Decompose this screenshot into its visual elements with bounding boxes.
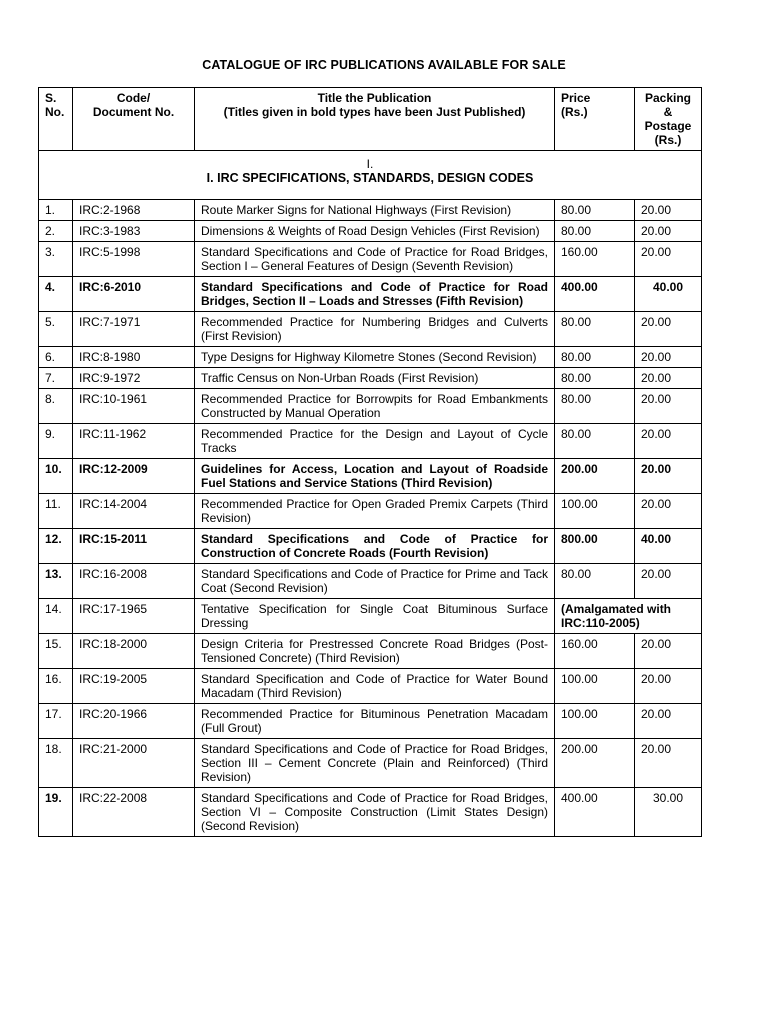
row-number: 2. (39, 221, 73, 242)
row-postage: 20.00 (635, 389, 702, 424)
row-price: 80.00 (555, 221, 635, 242)
row-title: Guidelines for Access, Location and Layout of Roadside Fuel Stations and Service Stations (Third Revision) (195, 459, 555, 494)
header-code: Code/ Document No. (73, 88, 195, 151)
row-number: 19. (39, 788, 73, 837)
row-price: 80.00 (555, 200, 635, 221)
row-price: 800.00 (555, 529, 635, 564)
row-number: 9. (39, 424, 73, 459)
row-number: 15. (39, 634, 73, 669)
row-number: 13. (39, 564, 73, 599)
table-row (39, 459, 702, 494)
row-number: 14. (39, 599, 73, 634)
header-title: Title the Publication (Titles given in bold types have been Just Published) (195, 88, 555, 151)
row-price: 80.00 (555, 424, 635, 459)
header-price: Price (Rs.) (555, 88, 635, 151)
row-title: Dimensions & Weights of Road Design Vehicles (First Revision) (195, 221, 555, 242)
row-postage: 20.00 (635, 564, 702, 599)
table-row (39, 634, 702, 669)
row-price: 160.00 (555, 242, 635, 277)
row-price: 100.00 (555, 494, 635, 529)
row-number: 4. (39, 277, 73, 312)
page-title: CATALOGUE OF IRC PUBLICATIONS AVAILABLE FOR SALE (202, 58, 566, 72)
row-postage: 20.00 (635, 242, 702, 277)
row-title: Route Marker Signs for National Highways (First Revision) (195, 200, 555, 221)
row-code: IRC:18-2000 (73, 634, 195, 669)
table-row (39, 564, 702, 599)
row-postage: 20.00 (635, 704, 702, 739)
row-number: 8. (39, 389, 73, 424)
row-price: 400.00 (555, 788, 635, 837)
row-price: 200.00 (555, 459, 635, 494)
table-row (39, 494, 702, 529)
table-row (39, 424, 702, 459)
header-row (39, 88, 702, 151)
row-price: 80.00 (555, 389, 635, 424)
row-code: IRC:7-1971 (73, 312, 195, 347)
row-price: 160.00 (555, 634, 635, 669)
row-title: Type Designs for Highway Kilometre Stones (Second Revision) (195, 347, 555, 368)
row-title: Recommended Practice for Numbering Bridges and Culverts (First Revision) (195, 312, 555, 347)
row-postage: 40.00 (635, 277, 702, 312)
section-roman: I. (366, 157, 374, 171)
row-postage: 20.00 (635, 459, 702, 494)
row-price: 200.00 (555, 739, 635, 788)
section-heading (39, 151, 702, 200)
table-row (39, 669, 702, 704)
row-title: Recommended Practice for Open Graded Premix Carpets (Third Revision) (195, 494, 555, 529)
row-number: 10. (39, 459, 73, 494)
row-postage: 30.00 (635, 788, 702, 837)
row-code: IRC:19-2005 (73, 669, 195, 704)
row-number: 12. (39, 529, 73, 564)
row-postage: 20.00 (635, 494, 702, 529)
row-number: 5. (39, 312, 73, 347)
row-code: IRC:16-2008 (73, 564, 195, 599)
table-row (39, 347, 702, 368)
publications-table (38, 87, 702, 837)
row-code: IRC:15-2011 (73, 529, 195, 564)
row-number: 18. (39, 739, 73, 788)
table-row (39, 739, 702, 788)
table-row (39, 200, 702, 221)
row-code: IRC:3-1983 (73, 221, 195, 242)
row-title: Recommended Practice for Borrowpits for Road Embankments Constructed by Manual Operation (195, 389, 555, 424)
row-postage: 20.00 (635, 347, 702, 368)
section-title: I. IRC SPECIFICATIONS, STANDARDS, DESIGN CODES (206, 171, 534, 185)
table-row (39, 242, 702, 277)
row-price: 100.00 (555, 669, 635, 704)
row-number: 17. (39, 704, 73, 739)
row-number: 6. (39, 347, 73, 368)
row-number: 16. (39, 669, 73, 704)
row-number: 1. (39, 200, 73, 221)
row-code: IRC:5-1998 (73, 242, 195, 277)
row-title: Standard Specifications and Code of Practice for Road Bridges, Section III – Cement Concrete (Plain and Reinforced) (Third Revision) (195, 739, 555, 788)
row-code: IRC:6-2010 (73, 277, 195, 312)
row-code: IRC:17-1965 (73, 599, 195, 634)
row-title: Tentative Specification for Single Coat Bituminous Surface Dressing (195, 599, 555, 634)
row-code: IRC:21-2000 (73, 739, 195, 788)
row-title: Standard Specifications and Code of Practice for Construction of Concrete Roads (Fourth Revision) (195, 529, 555, 564)
row-price: 80.00 (555, 312, 635, 347)
row-price: 80.00 (555, 347, 635, 368)
row-postage: 20.00 (635, 312, 702, 347)
row-title: Recommended Practice for Bituminous Penetration Macadam (Full Grout) (195, 704, 555, 739)
row-title: Design Criteria for Prestressed Concrete Road Bridges (Post-Tensioned Concrete) (Third Revision) (195, 634, 555, 669)
row-postage: 20.00 (635, 200, 702, 221)
row-code: IRC:11-1962 (73, 424, 195, 459)
row-postage: 20.00 (635, 221, 702, 242)
table-row (39, 368, 702, 389)
row-price: 80.00 (555, 368, 635, 389)
row-title: Standard Specifications and Code of Practice for Prime and Tack Coat (Second Revision) (195, 564, 555, 599)
row-number: 3. (39, 242, 73, 277)
row-code: IRC:12-2009 (73, 459, 195, 494)
row-code: IRC:22-2008 (73, 788, 195, 837)
table-row (39, 529, 702, 564)
section-row (39, 151, 702, 200)
row-code: IRC:8-1980 (73, 347, 195, 368)
table-row (39, 221, 702, 242)
row-number: 11. (39, 494, 73, 529)
header-postage: Packing & Postage (Rs.) (635, 88, 702, 151)
table-row (39, 599, 702, 634)
row-postage: 20.00 (635, 368, 702, 389)
row-code: IRC:14-2004 (73, 494, 195, 529)
row-amalgamated-note: (Amalgamated with IRC:110-2005) (555, 599, 702, 634)
row-postage: 20.00 (635, 669, 702, 704)
row-price: 400.00 (555, 277, 635, 312)
row-postage: 20.00 (635, 634, 702, 669)
row-postage: 40.00 (635, 529, 702, 564)
table-row (39, 277, 702, 312)
row-price: 100.00 (555, 704, 635, 739)
header-sno: S. No. (39, 88, 73, 151)
row-title: Standard Specifications and Code of Practice for Road Bridges, Section VI – Composite Construction (Limit States Design) (Second Revision) (195, 788, 555, 837)
row-title: Recommended Practice for the Design and Layout of Cycle Tracks (195, 424, 555, 459)
row-number: 7. (39, 368, 73, 389)
table-row (39, 704, 702, 739)
row-code: IRC:2-1968 (73, 200, 195, 221)
row-postage: 20.00 (635, 739, 702, 788)
table-row (39, 312, 702, 347)
table-row (39, 389, 702, 424)
row-title: Standard Specifications and Code of Practice for Road Bridges, Section I – General Features of Design (Seventh Revision) (195, 242, 555, 277)
row-code: IRC:10-1961 (73, 389, 195, 424)
row-price: 80.00 (555, 564, 635, 599)
row-title: Traffic Census on Non-Urban Roads (First Revision) (195, 368, 555, 389)
row-postage: 20.00 (635, 424, 702, 459)
table-row (39, 788, 702, 837)
row-code: IRC:20-1966 (73, 704, 195, 739)
row-code: IRC:9-1972 (73, 368, 195, 389)
row-title: Standard Specifications and Code of Practice for Road Bridges, Section II – Loads and Stresses (Fifth Revision) (195, 277, 555, 312)
row-title: Standard Specification and Code of Practice for Water Bound Macadam (Third Revision) (195, 669, 555, 704)
